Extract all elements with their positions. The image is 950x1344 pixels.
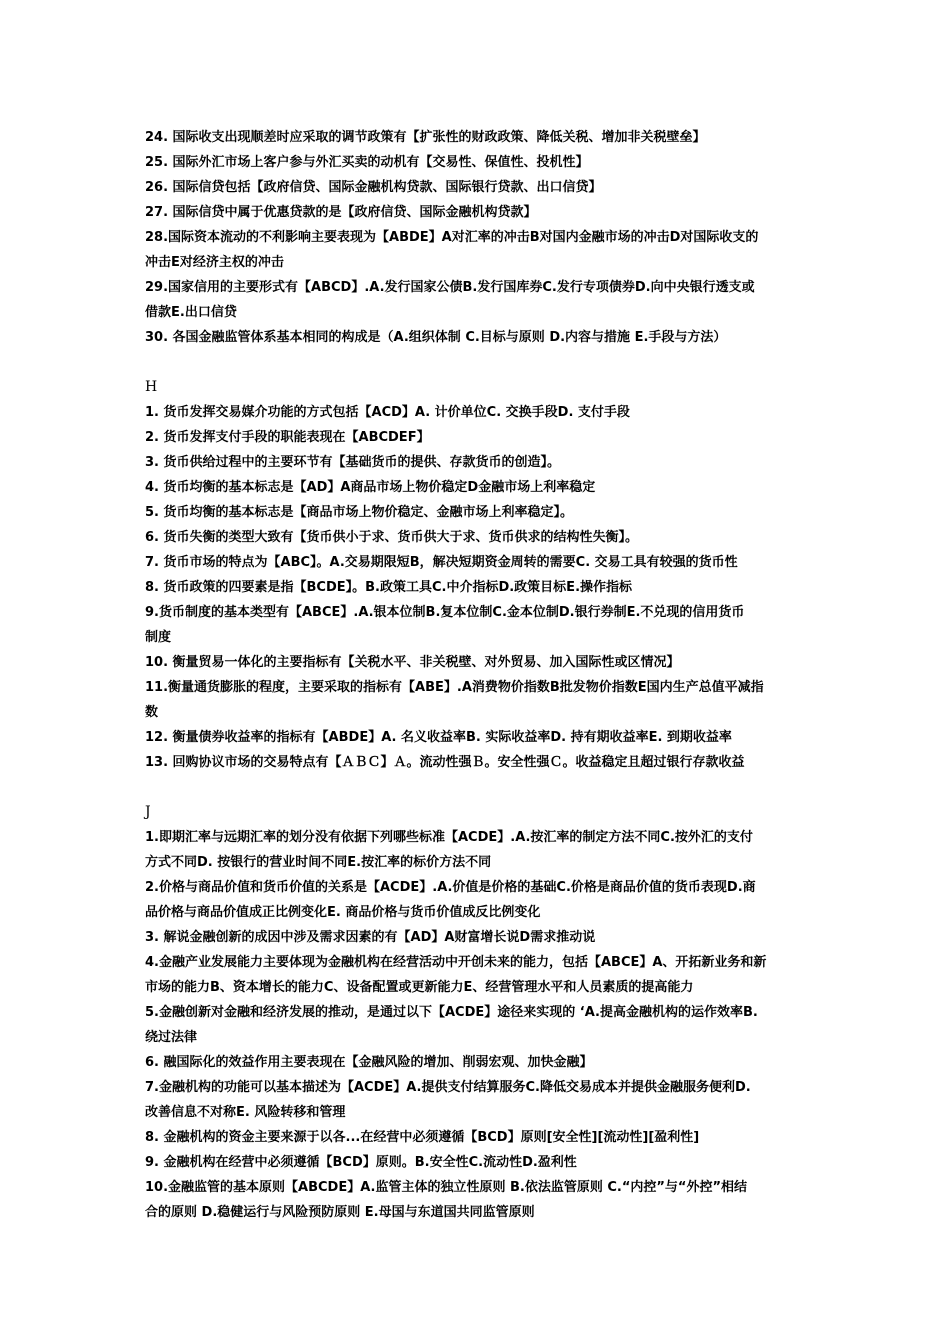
- document-body: [145, 125, 815, 1225]
- blank-line: [145, 350, 815, 375]
- text-line: 11.衡量通货膨胀的程度，主要采取的指标有【ABE】.A消费物价指数B批发物价指数E国内生产总值平减指: [145, 680, 764, 695]
- text-line: 合的原则 D.稳健运行与风险预防原则 E.母国与东道国共同监管原则: [145, 1205, 535, 1220]
- section-h: [145, 375, 815, 775]
- text-line: 8. 货币政策的四要素是指【BCDE】。B.政策工具C.中介指标D.政策目标E.操作指标: [145, 580, 633, 595]
- text-line: 制度: [145, 630, 172, 645]
- text-line: 8. 金融机构的资金主要来源于以各...在经营中必须遵循【BCD】原则[安全性][流动性][盈利性]: [145, 1130, 700, 1145]
- text-line: 24. 国际收支出现顺差时应采取的调节政策有【扩张性的财政政策、降低关税、增加非关税壁垒】: [145, 130, 706, 145]
- text-line: 4. 货币均衡的基本标志是【AD】A商品市场上物价稳定D金融市场上利率稳定: [145, 480, 596, 495]
- text-line: 13. 回购协议市场的交易特点有【ＡＢＣ】Ａ。流动性强Ｂ。安全性强Ｃ。收益稳定且超过银行存款收益: [145, 755, 745, 770]
- text-line: 3. 解说金融创新的成因中涉及需求因素的有【AD】A财富增长说D需求推动说: [145, 930, 596, 945]
- text-line: 25. 国际外汇市场上客户参与外汇买卖的动机有【交易性、保值性、投机性】: [145, 155, 589, 170]
- section-heading: J: [145, 804, 151, 820]
- text-line: 27. 国际信贷中属于优惠贷款的是【政府信贷、国际金融机构贷款】: [145, 205, 537, 220]
- text-line: 29.国家信用的主要形式有【ABCD】.A.发行国家公债B.发行国库券C.发行专项债券D.向中央银行透支或: [145, 280, 755, 295]
- text-line: 7. 货币市场的特点为【ABC】。A.交易期限短B，解决短期资金周转的需要C. 交易工具有较强的货币性: [145, 555, 738, 570]
- text-line: 绕过法律: [145, 1030, 198, 1045]
- blank-line: [145, 775, 815, 800]
- text-line: 10. 衡量贸易一体化的主要指标有【关税水平、非关税壁、对外贸易、加入国际性或区情况】: [145, 655, 680, 670]
- text-line: 2. 货币发挥支付手段的职能表现在【ABCDEF】: [145, 430, 430, 445]
- text-line: 市场的能力B、资本增长的能力C、设备配置或更新能力E、经营管理水平和人员素质的提高能力: [145, 980, 694, 995]
- text-line: 28.国际资本流动的不利影响主要表现为【ABDE】A对汇率的冲击B对国内金融市场的冲击D对国际收支的: [145, 230, 759, 245]
- text-line: 5.金融创新对金融和经济发展的推动，是通过以下【ACDE】途径来实现的 ‘A.提高金融机构的运作效率B.: [145, 1005, 758, 1020]
- text-line: 方式不同D. 按银行的营业时间不同E.按汇率的标价方法不同: [145, 855, 492, 870]
- text-line: 9. 金融机构在经营中必须遵循【BCD】原则。B.安全性C.流动性D.盈利性: [145, 1155, 577, 1170]
- text-line: 5. 货币均衡的基本标志是【商品市场上物价稳定、金融市场上利率稳定】。: [145, 505, 574, 520]
- text-line: 9.货币制度的基本类型有【ABCE】.A.银本位制B.复本位制C.金本位制D.银行券制E.不兑现的信用货币: [145, 605, 745, 620]
- text-line: 6. 货币失衡的类型大致有【货币供小于求、货币供大于求、货币供求的结构性失衡】。: [145, 530, 639, 545]
- text-line: 数: [145, 705, 159, 720]
- text-line: 26. 国际信贷包括【政府信贷、国际金融机构贷款、国际银行贷款、出口信贷】: [145, 180, 602, 195]
- text-line: 冲击E对经济主权的冲击: [145, 255, 284, 270]
- text-line: 10.金融监管的基本原则【ABCDE】A.监管主体的独立性原则 B.依法监管原则 C.“内控”与“外控”相结: [145, 1180, 748, 1195]
- text-line: 4.金融产业发展能力主要体现为金融机构在经营活动中开创未来的能力，包括【ABCE】A、开拓新业务和新: [145, 955, 767, 970]
- text-line: 12. 衡量债券收益率的指标有【ABDE】A. 名义收益率B. 实际收益率D. 持有期收益率E. 到期收益率: [145, 730, 732, 745]
- text-line: 1.即期汇率与远期汇率的划分没有依据下列哪些标准【ACDE】.A.按汇率的制定方法不同C.按外汇的支付: [145, 830, 753, 845]
- text-line: 7.金融机构的功能可以基本描述为【ACDE】A.提供支付结算服务C.降低交易成本并提供金融服务便利D.: [145, 1080, 751, 1095]
- text-line: 30. 各国金融监管体系基本相同的构成是（A.组织体制 C.目标与原则 D.内容与措施 E.手段与方法）: [145, 330, 727, 345]
- text-line: 品价格与商品价值成正比例变化E. 商品价格与货币价值成反比例变化: [145, 905, 541, 920]
- text-line: 6. 融国际化的效益作用主要表现在【金融风险的增加、削弱宏观、加快金融】: [145, 1055, 593, 1070]
- text-line: 3. 货币供给过程中的主要环节有【基础货币的提供、存款货币的创造】。: [145, 455, 561, 470]
- text-line: 改善信息不对称E. 风险转移和管理: [145, 1105, 346, 1120]
- section-j: [145, 800, 815, 1225]
- section-heading: H: [145, 379, 158, 395]
- text-line: 1. 货币发挥交易媒介功能的方式包括【ACD】A. 计价单位C. 交换手段D. 支付手段: [145, 405, 630, 420]
- text-line: 2.价格与商品价值和货币价值的关系是【ACDE】.A.价值是价格的基础C.价格是商品价值的货币表现D.商: [145, 880, 756, 895]
- section-g-continued: [145, 125, 815, 350]
- text-line: 借款E.出口信贷: [145, 305, 237, 320]
